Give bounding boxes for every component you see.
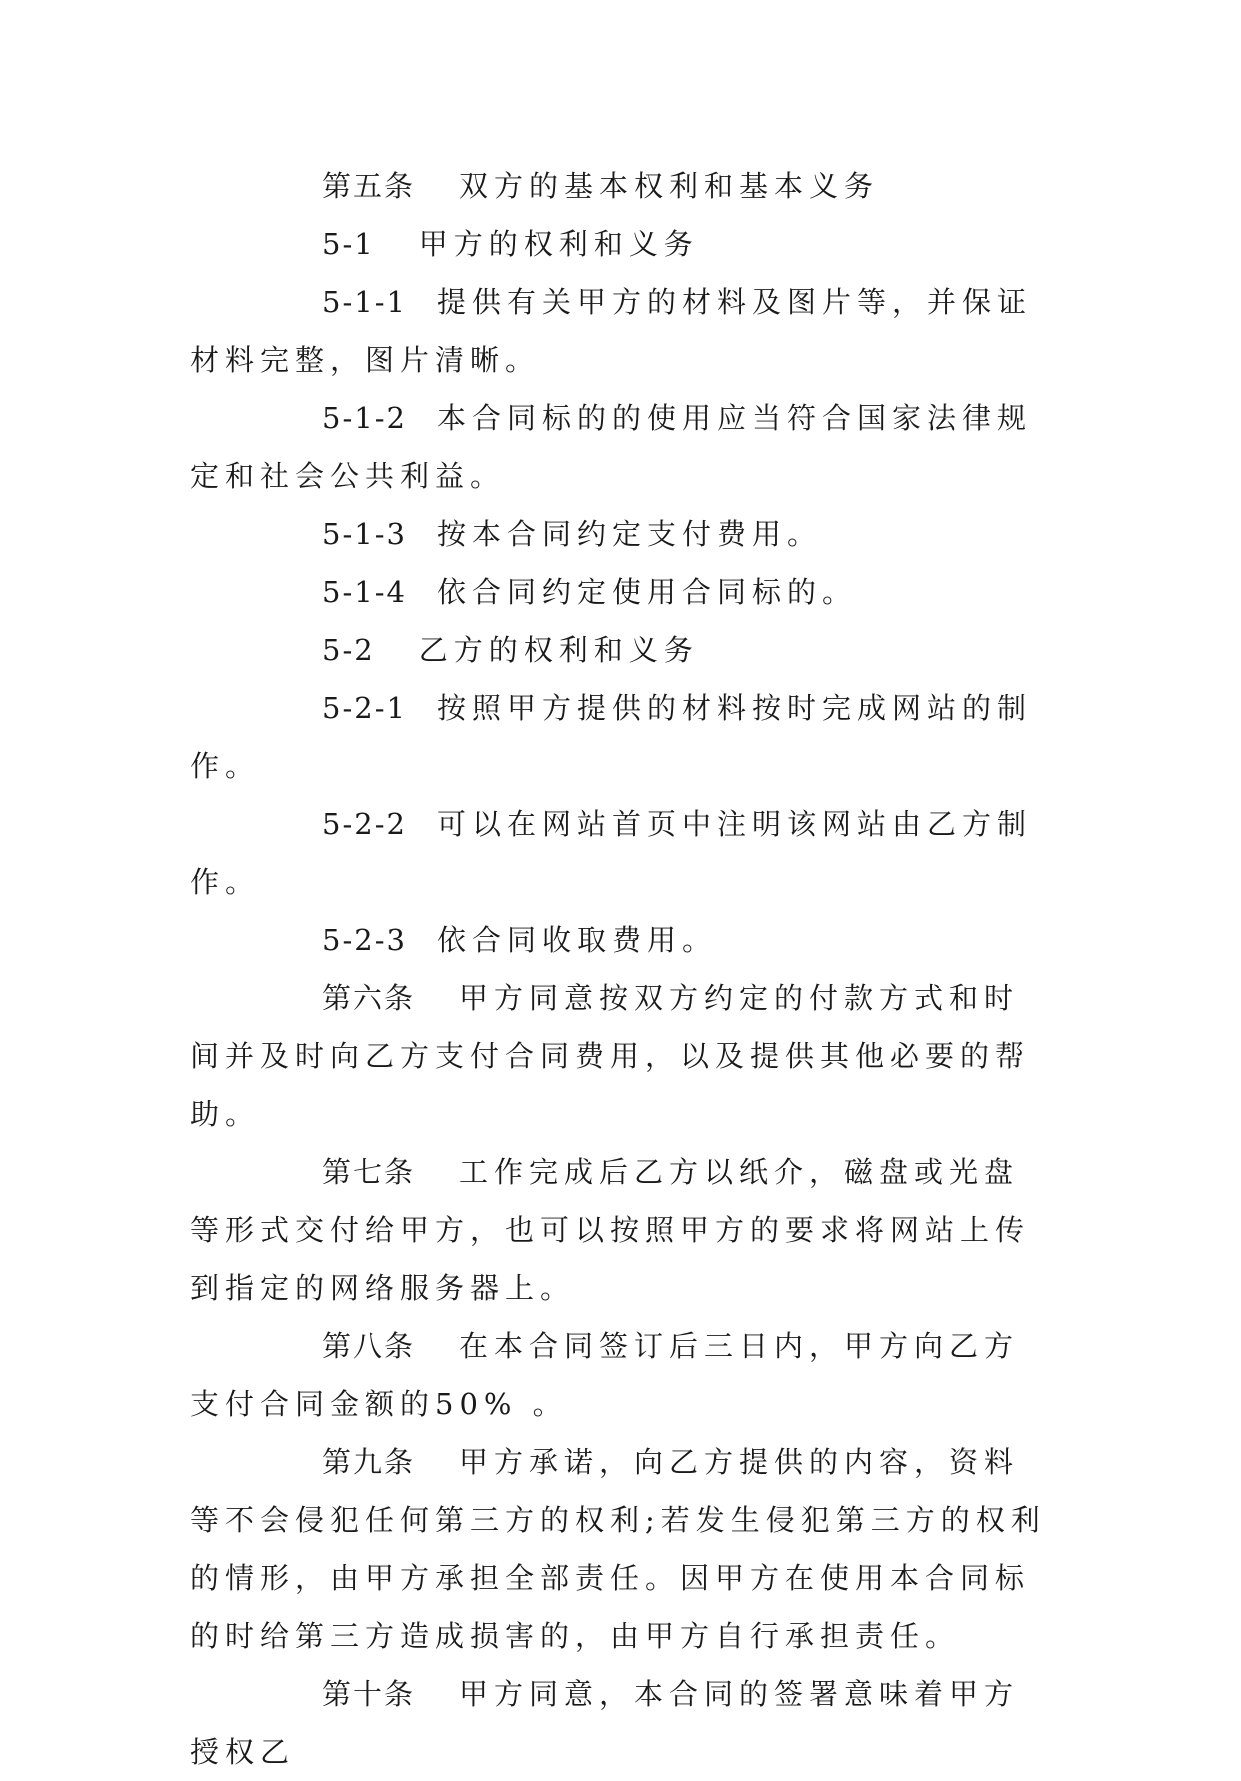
article-8 <box>190 1317 1050 1433</box>
clause-5-1-text: 甲方的权利和义务 <box>418 227 699 261</box>
clause-5-1-4 <box>190 563 1050 621</box>
clause-5-1-1 <box>190 273 1050 389</box>
article-10-label: 第十条 <box>322 1677 416 1711</box>
article-8-text: 在本合同签订后三日内，甲方向乙方支付合同金额的50% 。 <box>190 1329 1020 1421</box>
clause-5-2-text: 乙方的权利和义务 <box>418 633 699 667</box>
clause-5-2-label: 5-2 <box>322 633 375 667</box>
article-5 <box>190 157 1050 215</box>
clause-5-2-3-text: 依合同收取费用。 <box>436 923 717 957</box>
clause-5-1-3 <box>190 505 1050 563</box>
article-5-text: 双方的基本权利和基本义务 <box>459 169 880 203</box>
clause-5-2-2-label: 5-2-2 <box>322 807 407 841</box>
clause-5-2-2-text: 可以在网站首页中注明该网站由乙方制作。 <box>190 807 1032 899</box>
clause-5-2-1 <box>190 679 1050 795</box>
clause-5-2-3 <box>190 911 1050 969</box>
clause-5-2 <box>190 621 1050 679</box>
article-10 <box>190 1665 1050 1781</box>
clause-5-1-4-text: 依合同约定使用合同标的。 <box>436 575 857 609</box>
clause-5-2-3-label: 5-2-3 <box>322 923 407 957</box>
clause-5-1-label: 5-1 <box>322 227 375 261</box>
article-7-text: 工作完成后乙方以纸介，磁盘或光盘等形式交付给甲方，也可以按照甲方的要求将网站上传到指定的网络服务器上。 <box>190 1155 1031 1305</box>
article-8-label: 第八条 <box>322 1329 416 1363</box>
article-6-text: 甲方同意按双方约定的付款方式和时间并及时向乙方支付合同费用，以及提供其他必要的帮助。 <box>190 981 1031 1131</box>
article-10-text: 甲方同意，本合同的签署意味着甲方授权乙 <box>190 1677 1020 1769</box>
article-9-text: 甲方承诺，向乙方提供的内容，资料等不会侵犯任何第三方的权利;若发生侵犯第三方的权利的情形，由甲方承担全部责任。因甲方在使用本合同标的时给第三方造成损害的，由甲方自行承担责任。 <box>190 1445 1046 1653</box>
article-6-label: 第六条 <box>322 981 416 1015</box>
clause-5-1-1-text: 提供有关甲方的材料及图片等，并保证材料完整，图片清晰。 <box>190 285 1032 377</box>
article-9-label: 第九条 <box>322 1445 416 1479</box>
article-6 <box>190 969 1050 1143</box>
clause-5-1-2-text: 本合同标的的使用应当符合国家法律规定和社会公共利益。 <box>190 401 1032 493</box>
article-7-label: 第七条 <box>322 1155 416 1189</box>
clause-5-2-2 <box>190 795 1050 911</box>
clause-5-1-1-label: 5-1-1 <box>322 285 407 319</box>
clause-5-1-2-label: 5-1-2 <box>322 401 407 435</box>
article-7 <box>190 1143 1050 1317</box>
document-body <box>190 157 1050 1781</box>
clause-5-2-1-text: 按照甲方提供的材料按时完成网站的制作。 <box>190 691 1032 783</box>
clause-5-1-2 <box>190 389 1050 505</box>
clause-5-1 <box>190 215 1050 273</box>
clause-5-1-3-label: 5-1-3 <box>322 517 407 551</box>
article-5-label: 第五条 <box>322 169 416 203</box>
clause-5-1-3-text: 按本合同约定支付费用。 <box>436 517 822 551</box>
clause-5-1-4-label: 5-1-4 <box>322 575 407 609</box>
article-9 <box>190 1433 1050 1665</box>
clause-5-2-1-label: 5-2-1 <box>322 691 407 725</box>
